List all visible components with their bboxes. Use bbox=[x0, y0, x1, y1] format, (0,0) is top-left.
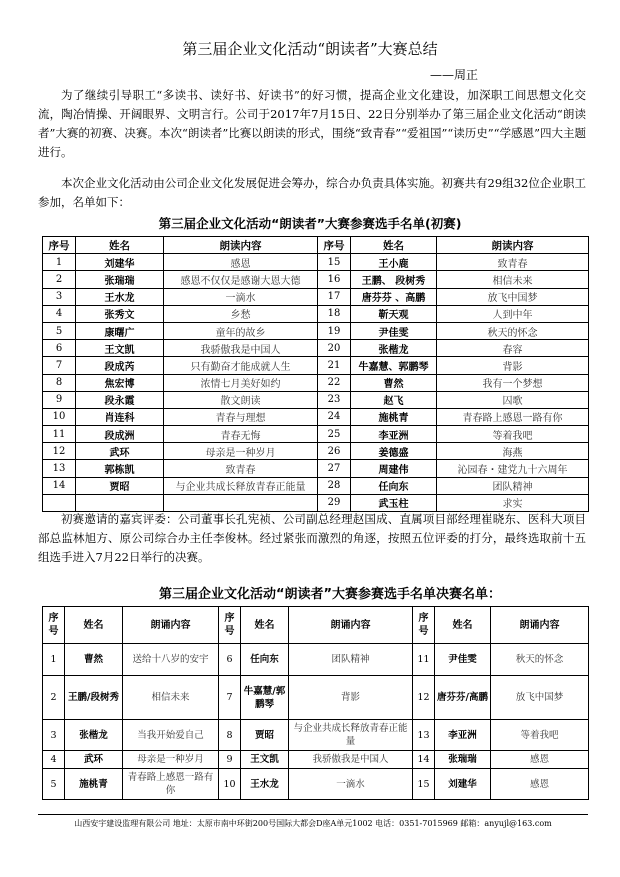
seq-cell: 20 bbox=[318, 340, 351, 357]
seq-cell: 3 bbox=[43, 288, 76, 305]
final-header-cell: 朗诵内容 bbox=[289, 607, 413, 644]
footer-contact: 山西安宇建设监理有限公司 地址：太原市南中环街200号国际大都会D座A单元1002 电话：0351-7015969 邮箱：anyujl@163.com bbox=[38, 814, 588, 829]
final-header-cell: 朗诵内容 bbox=[123, 607, 219, 644]
name-cell: 王水龙 bbox=[76, 288, 164, 305]
seq-cell: 19 bbox=[318, 322, 351, 339]
name-cell: 郭栋凯 bbox=[76, 460, 164, 477]
table-row bbox=[43, 305, 589, 322]
table-row bbox=[43, 254, 589, 271]
content-cell: 乡愁 bbox=[164, 305, 318, 322]
seq-cell: 1 bbox=[43, 254, 76, 271]
content-cell: 我骄傲我是中国人 bbox=[289, 751, 413, 769]
name-cell bbox=[76, 494, 164, 511]
table-row bbox=[43, 443, 589, 460]
content-cell: 一滴水 bbox=[289, 769, 413, 800]
seq-cell: 18 bbox=[318, 305, 351, 322]
preliminary-header-cell: 朗读内容 bbox=[437, 237, 589, 254]
seq-cell: 9 bbox=[219, 751, 241, 769]
table-row bbox=[43, 391, 589, 408]
table-row bbox=[43, 751, 589, 769]
final-header-cell: 姓名 bbox=[241, 607, 289, 644]
final-header-cell: 姓名 bbox=[435, 607, 491, 644]
content-cell: 人到中年 bbox=[437, 305, 589, 322]
seq-cell: 2 bbox=[43, 676, 65, 720]
intro-paragraph: 为了继续引导职工“多读书、读好书、好读书”的好习惯，提高企业文化建设，加深职工间思想文化交流，陶冶情操、开阔眼界、文明言行。公司于2017年7月15日、22日分别举办了第三届企业文化活动“朗读者”大赛的初赛、决赛。本次“朗读者”比赛以朗读的形式，围绕“致青春”“爱祖国”“读历史”“学感恩”四大主题进行。 bbox=[38, 88, 586, 159]
content-cell: 当我开始爱自己 bbox=[123, 720, 219, 751]
content-cell: 背影 bbox=[289, 676, 413, 720]
name-cell: 施桃青 bbox=[351, 408, 437, 425]
table-row bbox=[43, 477, 589, 494]
table-row bbox=[43, 357, 589, 374]
name-cell: 刘建华 bbox=[76, 254, 164, 271]
final-table-header bbox=[43, 607, 589, 644]
table-row bbox=[43, 769, 589, 800]
name-cell: 武环 bbox=[65, 751, 123, 769]
seq-cell: 22 bbox=[318, 374, 351, 391]
name-cell: 段成洲 bbox=[76, 426, 164, 443]
content-cell: 等着我吧 bbox=[437, 426, 589, 443]
document-title: 第三届企业文化活动“朗读者”大赛总结 bbox=[182, 40, 438, 58]
name-cell: 李亚洲 bbox=[351, 426, 437, 443]
seq-cell: 15 bbox=[318, 254, 351, 271]
name-cell: 康曙广 bbox=[76, 322, 164, 339]
seq-cell: 11 bbox=[413, 644, 435, 676]
seq-cell: 2 bbox=[43, 271, 76, 288]
name-cell: 曹然 bbox=[351, 374, 437, 391]
name-cell: 任向东 bbox=[241, 644, 289, 676]
organizer-paragraph: 本次企业文化活动由公司企业文化发展促进会筹办，综合办负责具体实施。初赛共有29组32位企业职工参加，名单如下： bbox=[38, 176, 586, 209]
content-cell: 放飞中国梦 bbox=[491, 676, 589, 720]
content-cell: 秋天的怀念 bbox=[437, 322, 589, 339]
name-cell: 牛嘉慧/郭鹏琴 bbox=[241, 676, 289, 720]
table-row bbox=[43, 720, 589, 751]
name-cell: 王水龙 bbox=[241, 769, 289, 800]
content-cell: 青春路上感恩一路有你 bbox=[437, 408, 589, 425]
final-header-cell: 序号 bbox=[413, 607, 435, 644]
name-cell: 段永霞 bbox=[76, 391, 164, 408]
seq-cell: 29 bbox=[318, 494, 351, 511]
seq-cell: 25 bbox=[318, 426, 351, 443]
name-cell: 姜德盛 bbox=[351, 443, 437, 460]
content-cell: 送给十八岁的安宇 bbox=[123, 644, 219, 676]
content-cell: 求实 bbox=[437, 494, 589, 511]
content-cell: 母亲是一种岁月 bbox=[123, 751, 219, 769]
content-cell: 相信未来 bbox=[123, 676, 219, 720]
name-cell: 尹佳雯 bbox=[351, 322, 437, 339]
content-cell: 感恩 bbox=[491, 769, 589, 800]
name-cell: 肖连科 bbox=[76, 408, 164, 425]
name-cell: 张楷龙 bbox=[351, 340, 437, 357]
name-cell: 王文凯 bbox=[76, 340, 164, 357]
seq-cell: 11 bbox=[43, 426, 76, 443]
preliminary-header-cell: 朗读内容 bbox=[164, 237, 318, 254]
name-cell: 张瑞瑞 bbox=[76, 271, 164, 288]
name-cell: 周建伟 bbox=[351, 460, 437, 477]
table-row bbox=[43, 460, 589, 477]
name-cell: 贾昭 bbox=[76, 477, 164, 494]
content-cell: 海燕 bbox=[437, 443, 589, 460]
content-cell bbox=[164, 494, 318, 511]
preliminary-header-cell: 序号 bbox=[43, 237, 76, 254]
content-cell: 青春与理想 bbox=[164, 408, 318, 425]
seq-cell: 17 bbox=[318, 288, 351, 305]
name-cell: 贾昭 bbox=[241, 720, 289, 751]
judges-paragraph: 初赛邀请的嘉宾评委：公司董事长孔宪祯、公司副总经理赵国成、直属项目部经理崔晓东、医科大项目部总监林旭方、原公司综合办主任李俊林。经过紧张而激烈的角逐，按照五位评委的打分，最终选取前十五组选手进入7月22日举行的决赛。 bbox=[38, 512, 586, 564]
seq-cell: 16 bbox=[318, 271, 351, 288]
name-cell: 武玉柱 bbox=[351, 494, 437, 511]
name-cell: 张瑞瑞 bbox=[435, 751, 491, 769]
name-cell: 赵飞 bbox=[351, 391, 437, 408]
content-cell: 我骄傲我是中国人 bbox=[164, 340, 318, 357]
seq-cell: 5 bbox=[43, 769, 65, 800]
content-cell: 囚歌 bbox=[437, 391, 589, 408]
name-cell: 王鹏、 段树秀 bbox=[351, 271, 437, 288]
table-row bbox=[43, 288, 589, 305]
seq-cell: 23 bbox=[318, 391, 351, 408]
seq-cell: 8 bbox=[43, 374, 76, 391]
preliminary-header-cell: 序号 bbox=[318, 237, 351, 254]
content-cell: 感恩 bbox=[491, 751, 589, 769]
seq-cell bbox=[43, 494, 76, 511]
content-cell: 致青春 bbox=[164, 460, 318, 477]
seq-cell: 12 bbox=[413, 676, 435, 720]
seq-cell: 1 bbox=[43, 644, 65, 676]
table-row bbox=[43, 322, 589, 339]
seq-cell: 15 bbox=[413, 769, 435, 800]
content-cell: 团队精神 bbox=[437, 477, 589, 494]
name-cell: 张秀文 bbox=[76, 305, 164, 322]
seq-cell: 26 bbox=[318, 443, 351, 460]
content-cell: 背影 bbox=[437, 357, 589, 374]
seq-cell: 14 bbox=[43, 477, 76, 494]
seq-cell: 12 bbox=[43, 443, 76, 460]
name-cell: 靳天观 bbox=[351, 305, 437, 322]
content-cell: 感恩不仅仅是感谢大恩大德 bbox=[164, 271, 318, 288]
author-line: ——周正 bbox=[430, 68, 479, 82]
final-header-cell: 序号 bbox=[219, 607, 241, 644]
seq-cell: 21 bbox=[318, 357, 351, 374]
seq-cell: 10 bbox=[219, 769, 241, 800]
seq-cell: 10 bbox=[43, 408, 76, 425]
seq-cell: 7 bbox=[43, 357, 76, 374]
name-cell: 焦宏博 bbox=[76, 374, 164, 391]
content-cell: 放飞中国梦 bbox=[437, 288, 589, 305]
table-row bbox=[43, 676, 589, 720]
seq-cell: 27 bbox=[318, 460, 351, 477]
seq-cell: 6 bbox=[219, 644, 241, 676]
seq-cell: 24 bbox=[318, 408, 351, 425]
name-cell: 曹然 bbox=[65, 644, 123, 676]
seq-cell: 6 bbox=[43, 340, 76, 357]
content-cell: 沁园春・建党九十六周年 bbox=[437, 460, 589, 477]
content-cell: 秋天的怀念 bbox=[491, 644, 589, 676]
seq-cell: 28 bbox=[318, 477, 351, 494]
table-row bbox=[43, 340, 589, 357]
seq-cell: 9 bbox=[43, 391, 76, 408]
seq-cell: 14 bbox=[413, 751, 435, 769]
table-row bbox=[43, 408, 589, 425]
name-cell: 牛嘉慧、郭鹏琴 bbox=[351, 357, 437, 374]
content-cell: 等着我吧 bbox=[491, 720, 589, 751]
content-cell: 与企业共成长释放青春正能量 bbox=[289, 720, 413, 751]
seq-cell: 7 bbox=[219, 676, 241, 720]
content-cell: 春容 bbox=[437, 340, 589, 357]
name-cell: 王鹏/段树秀 bbox=[65, 676, 123, 720]
content-cell: 母亲是一种岁月 bbox=[164, 443, 318, 460]
name-cell: 刘建华 bbox=[435, 769, 491, 800]
name-cell: 张楷龙 bbox=[65, 720, 123, 751]
content-cell: 相信未来 bbox=[437, 271, 589, 288]
content-cell: 致青春 bbox=[437, 254, 589, 271]
seq-cell: 8 bbox=[219, 720, 241, 751]
name-cell: 唐芬芬 、高鹏 bbox=[351, 288, 437, 305]
seq-cell: 13 bbox=[413, 720, 435, 751]
content-cell: 感恩 bbox=[164, 254, 318, 271]
final-header-cell: 序号 bbox=[43, 607, 65, 644]
table-row bbox=[43, 644, 589, 676]
name-cell: 施桃青 bbox=[65, 769, 123, 800]
name-cell: 唐芬芬/高鹏 bbox=[435, 676, 491, 720]
content-cell: 散文朗读 bbox=[164, 391, 318, 408]
content-cell: 我有一个梦想 bbox=[437, 374, 589, 391]
content-cell: 团队精神 bbox=[289, 644, 413, 676]
content-cell: 童年的故乡 bbox=[164, 322, 318, 339]
table-row bbox=[43, 426, 589, 443]
name-cell: 任向东 bbox=[351, 477, 437, 494]
name-cell: 段成芮 bbox=[76, 357, 164, 374]
final-table bbox=[42, 606, 589, 800]
seq-cell: 4 bbox=[43, 751, 65, 769]
seq-cell: 3 bbox=[43, 720, 65, 751]
seq-cell: 5 bbox=[43, 322, 76, 339]
preliminary-table-title: 第三届企业文化活动“朗读者”大赛参赛选手名单(初赛) bbox=[158, 216, 462, 231]
preliminary-header-cell: 姓名 bbox=[351, 237, 437, 254]
seq-cell: 13 bbox=[43, 460, 76, 477]
final-header-cell: 姓名 bbox=[65, 607, 123, 644]
name-cell: 尹佳雯 bbox=[435, 644, 491, 676]
preliminary-table bbox=[42, 236, 589, 512]
name-cell: 王文凯 bbox=[241, 751, 289, 769]
content-cell: 一滴水 bbox=[164, 288, 318, 305]
table-row bbox=[43, 271, 589, 288]
final-table-title: 第三届企业文化活动“朗读者”大赛参赛选手名单决赛名单： bbox=[158, 587, 502, 602]
content-cell: 与企业共成长释放青春正能量 bbox=[164, 477, 318, 494]
name-cell: 武环 bbox=[76, 443, 164, 460]
content-cell: 只有勤奋才能成就人生 bbox=[164, 357, 318, 374]
name-cell: 王小鹿 bbox=[351, 254, 437, 271]
final-header-cell: 朗诵内容 bbox=[491, 607, 589, 644]
content-cell: 浓情七月美好如约 bbox=[164, 374, 318, 391]
table-row bbox=[43, 494, 589, 511]
content-cell: 青春路上感恩一路有你 bbox=[123, 769, 219, 800]
table-row bbox=[43, 374, 589, 391]
content-cell: 青春无悔 bbox=[164, 426, 318, 443]
preliminary-header-cell: 姓名 bbox=[76, 237, 164, 254]
preliminary-table-header bbox=[43, 237, 589, 254]
name-cell: 李亚洲 bbox=[435, 720, 491, 751]
seq-cell: 4 bbox=[43, 305, 76, 322]
